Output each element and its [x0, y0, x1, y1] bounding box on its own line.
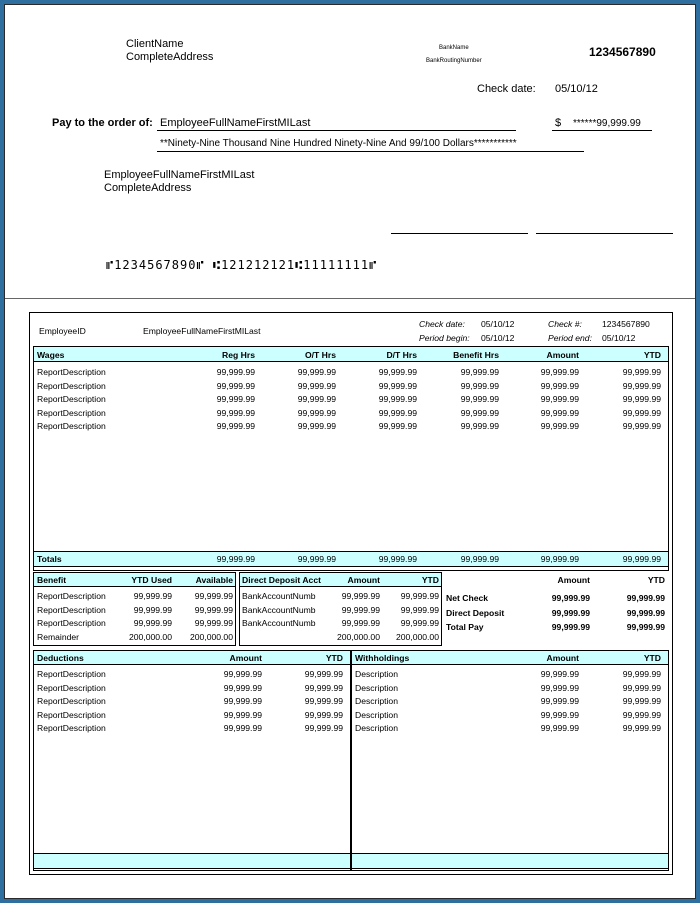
deposit-cell-2-0: BankAccountNumb	[242, 618, 316, 628]
withholdings-frame	[351, 650, 669, 871]
benefit-header-0: Benefit	[37, 575, 67, 585]
wages-cell-4-2: 99,999.99	[297, 421, 336, 431]
deposit-header-1: Amount	[347, 575, 380, 585]
amount-words: **Ninety-Nine Thousand Nine Hundred Ninety-Nine And 99/100 Dollars***********	[160, 138, 517, 149]
wages-header-4: Benefit Hrs	[453, 350, 499, 360]
withholdings-cell-2-1: 99,999.99	[540, 696, 579, 706]
period-end-label: Period end:	[548, 333, 592, 343]
withholdings-cell-3-0: Description	[355, 709, 398, 720]
withholdings-cell-4-2: 99,999.99	[622, 723, 661, 733]
wages-header-1: Reg Hrs	[222, 350, 255, 360]
benefit-cell-0-1: 99,999.99	[133, 591, 172, 601]
check-date: 05/10/12	[555, 83, 598, 95]
wages-total-6: 99,999.99	[622, 554, 661, 564]
wages-cell-1-5: 99,999.99	[540, 380, 579, 391]
wages-cell-2-2: 99,999.99	[297, 394, 336, 404]
payee-address: CompleteAddress	[104, 182, 192, 194]
withholdings-cell-0-2: 99,999.99	[622, 669, 661, 679]
wages-cell-4-0: ReportDescription	[37, 421, 106, 431]
wages-cell-0-5: 99,999.99	[540, 367, 579, 377]
deposit-cell-1-2: 99,999.99	[400, 604, 439, 615]
micr-line: ⑈1234567890⑈ ⑆121212121⑆11111111⑈	[106, 258, 378, 272]
dollar-sign: $	[555, 117, 562, 129]
deductions-cell-4-2: 99,999.99	[304, 723, 343, 733]
stub-check-date: 05/10/12	[481, 319, 515, 329]
net-header-1: Amount	[557, 575, 590, 585]
client-name: ClientName	[126, 38, 184, 50]
benefit-header-2: Available	[195, 575, 233, 585]
wages-cell-3-0: ReportDescription	[37, 407, 106, 418]
deposit-cell-0-0: BankAccountNumb	[242, 591, 316, 601]
deposit-cell-3-1: 200,000.00	[336, 631, 380, 642]
withholdings-cell-3-1: 99,999.99	[540, 709, 579, 720]
withholdings-cell-4-1: 99,999.99	[540, 723, 579, 733]
deposit-cell-2-1: 99,999.99	[341, 618, 380, 628]
wages-cell-0-4: 99,999.99	[460, 367, 499, 377]
wages-cell-4-1: 99,999.99	[216, 421, 255, 431]
wages-cell-2-1: 99,999.99	[216, 394, 255, 404]
withholdings-cell-0-1: 99,999.99	[540, 669, 579, 679]
withholdings-cell-3-2: 99,999.99	[622, 709, 661, 720]
withholdings-header-2: YTD	[643, 653, 661, 663]
wages-cell-3-1: 99,999.99	[216, 407, 255, 418]
check-amount: ******99,999.99	[573, 118, 641, 129]
withholdings-header-1: Amount	[546, 653, 579, 663]
wages-cell-2-6: 99,999.99	[622, 394, 661, 404]
deposit-cell-2-2: 99,999.99	[400, 618, 439, 628]
net-cell-1-0: Direct Deposit	[446, 607, 505, 618]
withholdings-totals-bar	[351, 853, 669, 869]
wages-cell-4-6: 99,999.99	[622, 421, 661, 431]
wages-cell-3-6: 99,999.99	[622, 407, 661, 418]
employee-id: EmployeeID	[39, 326, 86, 336]
wages-cell-1-1: 99,999.99	[216, 380, 255, 391]
wages-header-5: Amount	[546, 350, 579, 360]
client-address: CompleteAddress	[126, 51, 214, 63]
deductions-cell-0-2: 99,999.99	[304, 669, 343, 679]
benefit-header-1: YTD Used	[131, 575, 172, 585]
perforation-line	[5, 298, 695, 299]
deductions-cell-2-1: 99,999.99	[223, 696, 262, 706]
deductions-cell-0-1: 99,999.99	[223, 669, 262, 679]
wages-cell-3-3: 99,999.99	[378, 407, 417, 418]
deposit-cell-0-1: 99,999.99	[341, 591, 380, 601]
deposit-cell-1-1: 99,999.99	[341, 604, 380, 615]
wages-header-3: D/T Hrs	[386, 350, 417, 360]
wages-total-1: 99,999.99	[216, 554, 255, 564]
check-date-label: Check date:	[477, 83, 536, 95]
wages-total-2: 99,999.99	[297, 554, 336, 564]
wages-cell-3-2: 99,999.99	[297, 407, 336, 418]
deductions-cell-1-0: ReportDescription	[37, 682, 106, 693]
period-end: 05/10/12	[602, 333, 636, 343]
signature-line-2	[536, 233, 673, 234]
withholdings-cell-2-2: 99,999.99	[622, 696, 661, 706]
wages-cell-4-5: 99,999.99	[540, 421, 579, 431]
wages-cell-0-3: 99,999.99	[378, 367, 417, 377]
wages-cell-1-4: 99,999.99	[460, 380, 499, 391]
payee-underline	[157, 130, 516, 131]
net-cell-2-0: Total Pay	[446, 622, 484, 632]
deductions-cell-1-1: 99,999.99	[223, 682, 262, 693]
amount-underline	[552, 130, 652, 131]
period-begin: 05/10/12	[481, 333, 515, 343]
wages-cell-0-6: 99,999.99	[622, 367, 661, 377]
withholdings-cell-1-1: 99,999.99	[540, 682, 579, 693]
wages-header-6: YTD	[643, 350, 661, 360]
benefit-cell-3-2: 200,000.00	[189, 631, 233, 642]
deductions-cell-3-0: ReportDescription	[37, 709, 106, 720]
wages-cell-4-3: 99,999.99	[378, 421, 417, 431]
pay-to-label: Pay to the order of:	[52, 117, 153, 129]
stub-check-num-label: Check #:	[548, 319, 582, 329]
deductions-cell-1-2: 99,999.99	[304, 682, 343, 693]
wages-cell-2-4: 99,999.99	[460, 394, 499, 404]
deductions-cell-3-1: 99,999.99	[223, 709, 262, 720]
stub-check-date-label: Check date:	[419, 319, 465, 329]
wages-header-0: Wages	[37, 350, 65, 360]
deductions-header-1: Amount	[229, 653, 262, 663]
net-cell-1-2: 99,999.99	[626, 607, 665, 618]
wages-cell-1-2: 99,999.99	[297, 380, 336, 391]
withholdings-cell-1-0: Description	[355, 682, 398, 693]
payee-line: EmployeeFullNameFirstMILast	[160, 117, 311, 129]
wages-cell-0-0: ReportDescription	[37, 367, 106, 377]
deductions-totals-bar	[33, 853, 351, 869]
deductions-cell-2-0: ReportDescription	[37, 696, 106, 706]
withholdings-cell-2-0: Description	[355, 696, 398, 706]
wages-cell-2-5: 99,999.99	[540, 394, 579, 404]
withholdings-cell-4-0: Description	[355, 723, 398, 733]
bank-name: BankName	[439, 45, 469, 51]
stub-check-num: 1234567890	[602, 319, 650, 329]
benefit-cell-3-0: Remainder	[37, 631, 80, 642]
wages-cell-3-4: 99,999.99	[460, 407, 499, 418]
net-cell-0-1: 99,999.99	[551, 593, 590, 603]
employee-name: EmployeeFullNameFirstMILast	[143, 326, 261, 336]
benefit-cell-3-1: 200,000.00	[128, 631, 172, 642]
deposit-header-0: Direct Deposit Acct	[242, 575, 321, 585]
signature-line-1	[391, 233, 528, 234]
net-cell-2-1: 99,999.99	[551, 622, 590, 632]
deductions-cell-4-0: ReportDescription	[37, 723, 106, 733]
net-cell-0-2: 99,999.99	[626, 593, 665, 603]
deposit-cell-3-2: 200,000.00	[395, 631, 439, 642]
wages-cell-0-1: 99,999.99	[216, 367, 255, 377]
wages-cell-1-3: 99,999.99	[378, 380, 417, 391]
payee-name: EmployeeFullNameFirstMILast	[104, 169, 255, 181]
withholdings-header-0: Withholdings	[355, 653, 410, 663]
deductions-cell-2-2: 99,999.99	[304, 696, 343, 706]
period-begin-label: Period begin:	[419, 333, 470, 343]
wages-header-2: O/T Hrs	[304, 350, 336, 360]
deposit-cell-0-2: 99,999.99	[400, 591, 439, 601]
net-cell-1-1: 99,999.99	[551, 607, 590, 618]
benefit-cell-0-0: ReportDescription	[37, 591, 106, 601]
wages-cell-1-6: 99,999.99	[622, 380, 661, 391]
paycheck-page	[4, 4, 696, 899]
wages-cell-2-3: 99,999.99	[378, 394, 417, 404]
deposit-cell-1-0: BankAccountNumb	[242, 604, 316, 615]
wages-total-0: Totals	[37, 554, 62, 564]
bank-routing: BankRoutingNumber	[426, 58, 482, 64]
wages-total-4: 99,999.99	[460, 554, 499, 564]
wages-total-5: 99,999.99	[540, 554, 579, 564]
deductions-cell-4-1: 99,999.99	[223, 723, 262, 733]
deductions-cell-0-0: ReportDescription	[37, 669, 106, 679]
benefit-cell-2-0: ReportDescription	[37, 618, 106, 628]
benefit-cell-1-2: 99,999.99	[194, 604, 233, 615]
withholdings-cell-0-0: Description	[355, 669, 398, 679]
benefit-cell-0-2: 99,999.99	[194, 591, 233, 601]
wages-cell-2-0: ReportDescription	[37, 394, 106, 404]
amount-words-underline	[157, 151, 584, 152]
deductions-cell-3-2: 99,999.99	[304, 709, 343, 720]
deductions-header-0: Deductions	[37, 653, 84, 663]
deposit-header-2: YTD	[421, 575, 439, 585]
net-cell-2-2: 99,999.99	[626, 622, 665, 632]
wages-cell-4-4: 99,999.99	[460, 421, 499, 431]
net-cell-0-0: Net Check	[446, 593, 489, 603]
wages-cell-0-2: 99,999.99	[297, 367, 336, 377]
check-number: 1234567890	[589, 45, 656, 59]
wages-cell-3-5: 99,999.99	[540, 407, 579, 418]
net-header-2: YTD	[647, 575, 665, 585]
wages-cell-1-0: ReportDescription	[37, 380, 106, 391]
withholdings-cell-1-2: 99,999.99	[622, 682, 661, 693]
benefit-cell-2-1: 99,999.99	[133, 618, 172, 628]
benefit-cell-2-2: 99,999.99	[194, 618, 233, 628]
benefit-cell-1-0: ReportDescription	[37, 604, 106, 615]
benefit-cell-1-1: 99,999.99	[133, 604, 172, 615]
wages-total-3: 99,999.99	[378, 554, 417, 564]
deductions-header-2: YTD	[325, 653, 343, 663]
